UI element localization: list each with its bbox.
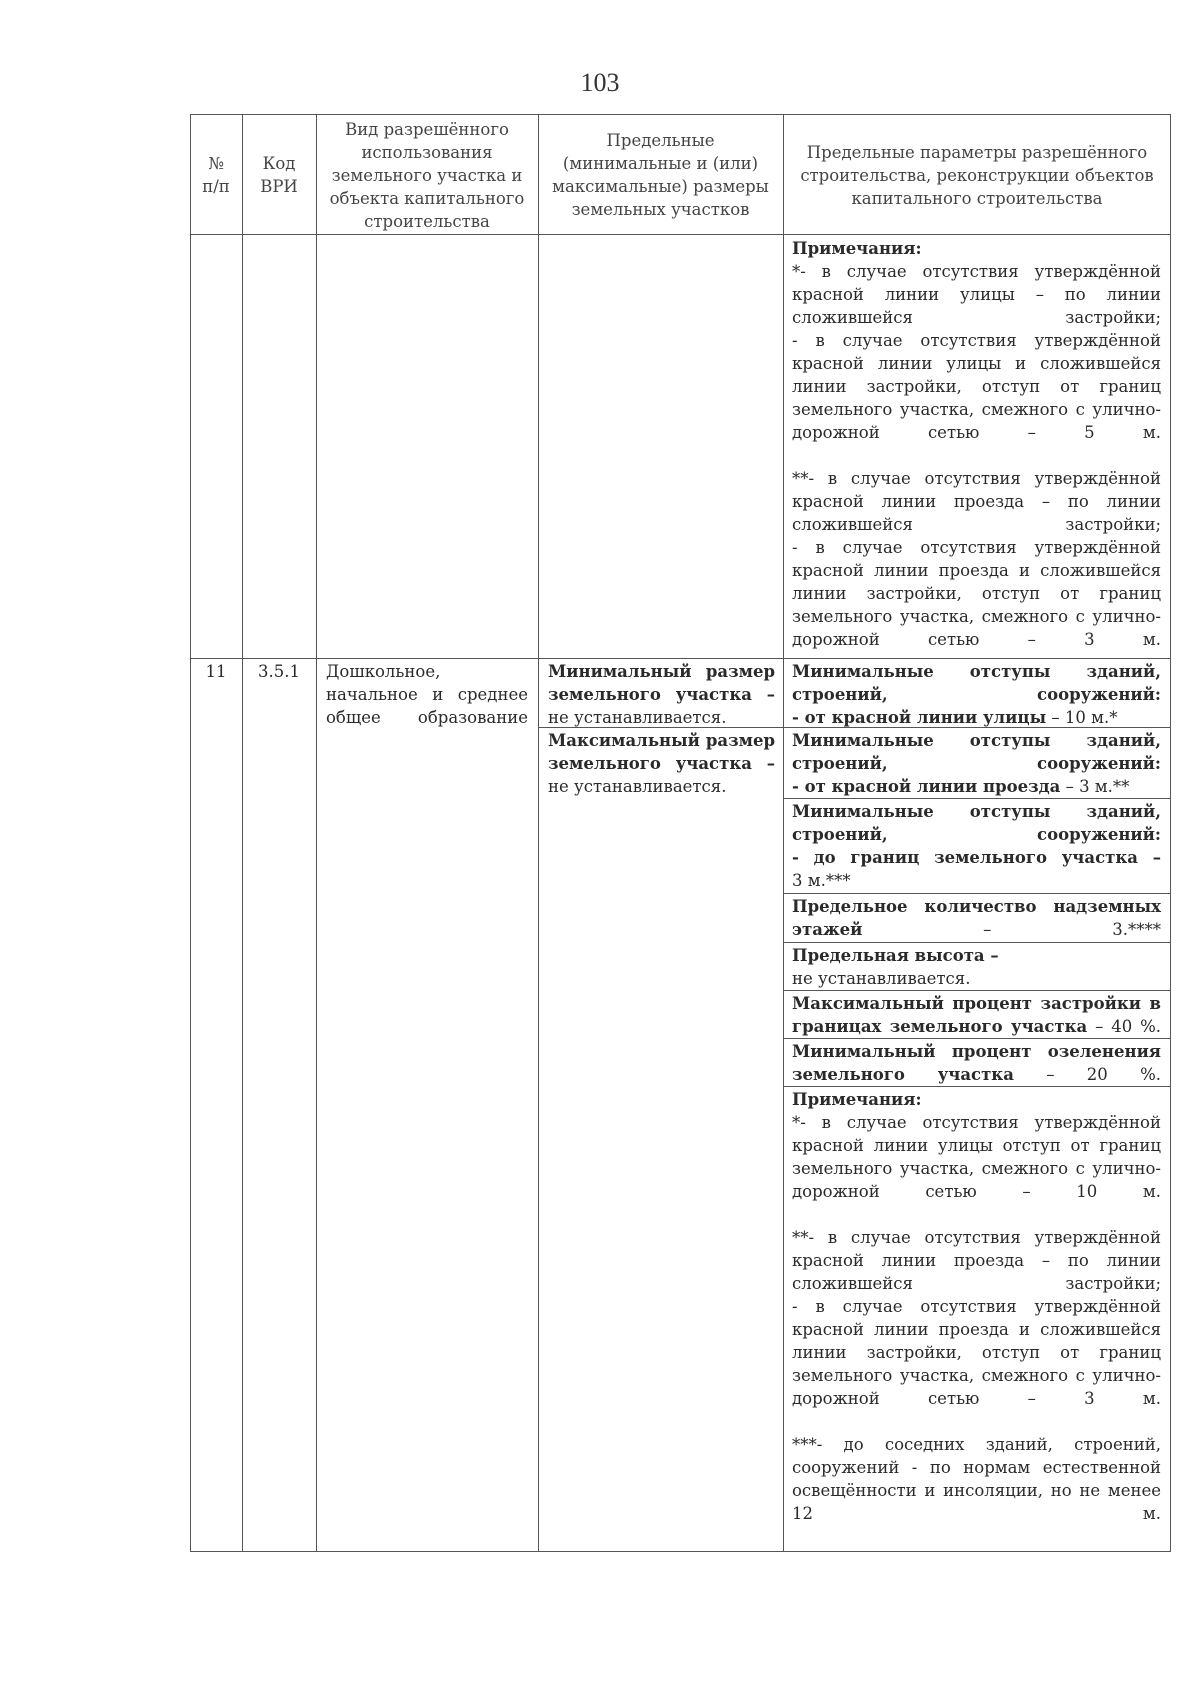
param-label: - от красной линии улицы bbox=[792, 708, 1047, 727]
min-size-block bbox=[548, 660, 775, 729]
note-text: *- в случае отсутствия утверждённой красной линии улицы отступ от границ земельного участка, смежного с улично-дорожной сетью – 10 м. bbox=[792, 1113, 1161, 1201]
header-params: Предельные параметры разрешённого строительства, реконструкции объектов капитального строительства bbox=[800, 142, 1154, 208]
param-greening bbox=[792, 1040, 1161, 1086]
row-notes bbox=[792, 1088, 1161, 1525]
row-use: Дошкольное, начальное и среднее общее образование bbox=[326, 662, 528, 727]
col-divider-1 bbox=[242, 114, 243, 1552]
param-setback-boundary bbox=[792, 800, 1161, 892]
param-label: - от красной линии проезда bbox=[792, 777, 1061, 796]
param-divider-7 bbox=[783, 1086, 1170, 1087]
note-text: **- в случае отсутствия утверждённой красной линии проезда – по линии сложившейся застройки; bbox=[792, 1228, 1161, 1293]
header-size: Предельные (минимальные и (или) максимальные) размеры земельных участков bbox=[552, 131, 769, 219]
note-text: - в случае отсутствия утверждённой красной линии улицы и сложившейся линии застройки, отступ от границ земельного участка, смежного с улично-дорожной сетью – 5 м. bbox=[792, 331, 1161, 442]
param-title: Предельная высота – bbox=[792, 946, 999, 965]
row-number: 11 bbox=[205, 662, 227, 681]
param-floors bbox=[792, 895, 1161, 941]
param-height bbox=[792, 944, 1161, 990]
param-label: - до границ земельного участка – bbox=[792, 848, 1161, 867]
col-divider-4 bbox=[783, 114, 784, 1552]
min-size-value: не устанавливается. bbox=[548, 708, 727, 727]
param-divider-2 bbox=[783, 798, 1170, 799]
table-border-top bbox=[190, 114, 1170, 115]
note-text: - в случае отсутствия утверждённой красной линии проезда и сложившейся линии застройки, отступ от границ земельного участка, смежного с улично-дорожной сетью – 3 м. bbox=[792, 538, 1161, 649]
param-value: 3 м.*** bbox=[792, 871, 851, 890]
row-divider bbox=[190, 658, 1170, 659]
continuation-notes bbox=[792, 237, 1161, 651]
param-value: – 20 %. bbox=[1013, 1065, 1161, 1084]
note-text: - в случае отсутствия утверждённой красной линии проезда и сложившейся линии застройки, отступ от границ земельного участка, смежного с улично-дорожной сетью – 3 м. bbox=[792, 1297, 1161, 1408]
page-number: 103 bbox=[580, 68, 620, 97]
col-divider-2 bbox=[316, 114, 317, 1552]
max-size-value: не устанавливается. bbox=[548, 777, 727, 796]
col-divider-3 bbox=[538, 114, 539, 1552]
param-title: Минимальный процент озеленения земельного участка bbox=[792, 1042, 1161, 1084]
param-divider-6 bbox=[783, 1038, 1170, 1039]
param-value: – 3.**** bbox=[862, 920, 1161, 939]
header-divider bbox=[190, 234, 1170, 235]
max-size-title: Максимальный размер земельного участка – bbox=[548, 731, 775, 773]
param-divider-3 bbox=[783, 893, 1170, 894]
param-coverage bbox=[792, 992, 1161, 1038]
param-value: – 3 м.** bbox=[1060, 777, 1130, 796]
max-size-block bbox=[548, 729, 775, 798]
param-value: не устанавливается. bbox=[792, 969, 971, 988]
row-code: 3.5.1 bbox=[258, 662, 300, 681]
param-value: – 10 м.* bbox=[1046, 708, 1118, 727]
notes-title: Примечания: bbox=[792, 1090, 922, 1109]
table-border-left bbox=[190, 114, 191, 1552]
param-setback-driveway bbox=[792, 729, 1161, 798]
note-text: **- в случае отсутствия утверждённой красной линии проезда – по линии сложившейся застройки; bbox=[792, 469, 1161, 534]
param-setback-street bbox=[792, 660, 1161, 729]
param-title: Максимальный процент застройки в границах земельного участка bbox=[792, 994, 1161, 1036]
note-text: ***- до соседних зданий, строений, сооружений - по нормам естественной освещённости и инсоляции, но не менее 12 м. bbox=[792, 1435, 1161, 1523]
param-title: Предельное количество надземных этажей bbox=[792, 897, 1161, 939]
header-num: № п/п bbox=[202, 154, 230, 196]
param-title: Минимальные отступы зданий, строений, сооружений: bbox=[792, 731, 1161, 773]
notes-title: Примечания: bbox=[792, 239, 922, 258]
min-size-title: Минимальный размер земельного участка – bbox=[548, 662, 775, 704]
header-code: Код ВРИ bbox=[260, 154, 298, 196]
param-divider-5 bbox=[783, 990, 1170, 991]
table-border-right bbox=[1170, 114, 1171, 1552]
param-title: Минимальные отступы зданий, строений, сооружений: bbox=[792, 802, 1161, 844]
note-text: *- в случае отсутствия утверждённой красной линии улицы – по линии сложившейся застройки; bbox=[792, 262, 1161, 327]
table-border-bottom bbox=[190, 1551, 1170, 1552]
param-title: Минимальные отступы зданий, строений, сооружений: bbox=[792, 662, 1161, 704]
param-divider-4 bbox=[783, 942, 1170, 943]
param-value: – 40 %. bbox=[1087, 1017, 1161, 1036]
header-use: Вид разрешённого использования земельного участка и объекта капитального строительства bbox=[329, 119, 525, 231]
